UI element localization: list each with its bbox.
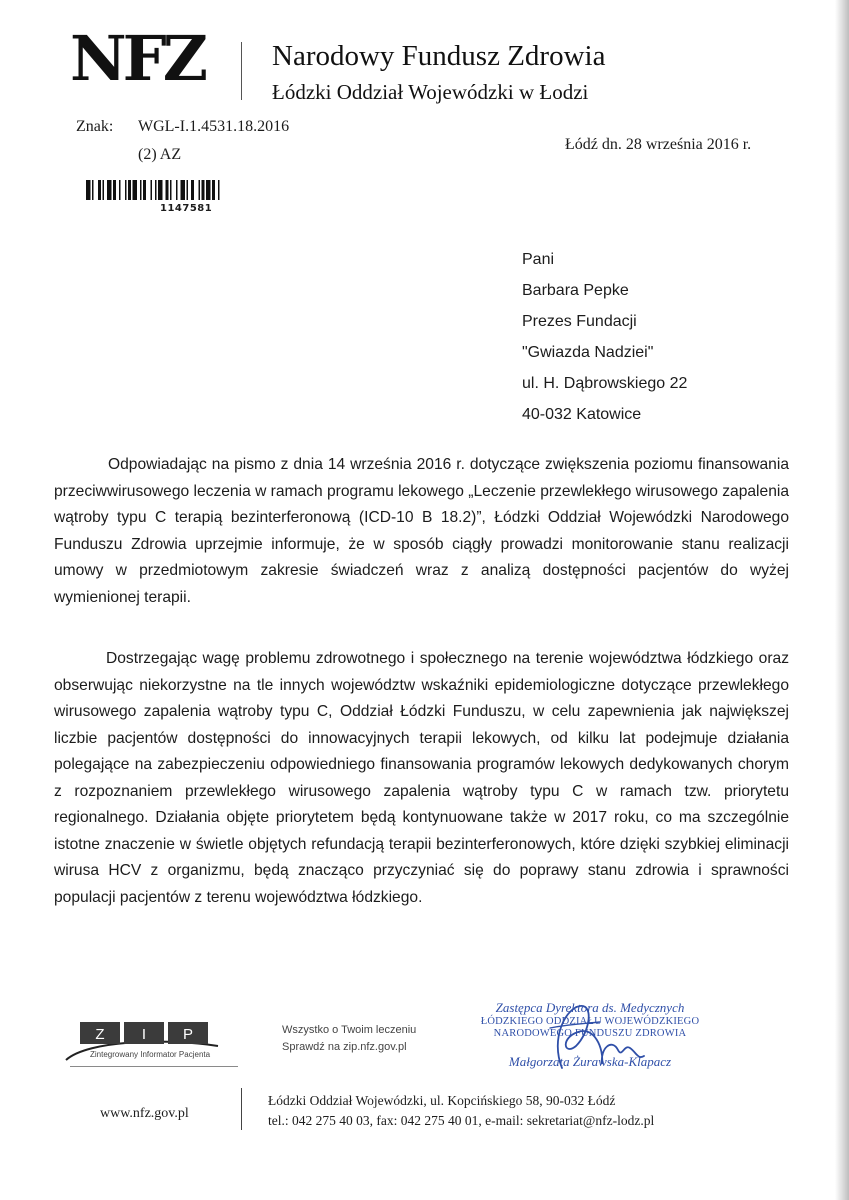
handwritten-signature (520, 998, 670, 1078)
stamp-line-1: Zastępca Dyrektora ds. Medycznych (495, 1000, 685, 1015)
footer-rule (70, 1066, 238, 1067)
stamp-line-2: ŁÓDZKIEGO ODDZIAŁU WOJEWÓDZKIEGO (480, 1016, 700, 1027)
nfz-logo: NFZ (70, 22, 204, 95)
stamp-name: Małgorzata Żurawska-Klapacz (508, 1054, 672, 1069)
barcode (86, 180, 311, 200)
barcode-number: 1147581 (160, 203, 213, 214)
footer-contact: tel.: 042 275 40 03, fax: 042 275 40 01, e-mail: sekretariat@nfz-lodz.pl (268, 1113, 655, 1128)
reference-code-line2: (2) AZ (138, 146, 182, 163)
scan-edge-shadow (835, 0, 849, 1200)
footer-divider (241, 1088, 242, 1130)
zip-letter-i: I (141, 1026, 147, 1043)
zip-tagline: Zintegrowany Informator Pacjenta (90, 1050, 211, 1059)
recipient-organization: "Gwiazda Nadziei" (522, 344, 654, 361)
reference-label: Znak: (76, 118, 114, 135)
letter-date: Łódź dn. 28 września 2016 r. (565, 136, 752, 153)
stamp-line-3: NARODOWEGO FUNDUSZU ZDROWIA (493, 1028, 687, 1039)
zip-line-2: Sprawdź na zip.nfz.gov.pl (282, 1041, 407, 1053)
reference-code: WGL-I.1.4531.18.2016 (138, 118, 290, 135)
body-paragraph-2: Dostrzegając wagę problemu zdrowotnego i społecznego na terenie województwa łódzkiego oraz obserwując niekorzystne na tle innych województw wskaźniki epidemiologiczne dotyczące przewlekłego wirusowego zapalenia wątroby typu C, Oddział Łódzki Funduszu, w celu zapewnienia jak największej liczbie pacjentów dostępności do innowacyjnych terapii lekowych, od kilku lat podejmuje działania polegające na zabezpieczeniu odpowiedniego finansowania programów lekowych dedykowanych chorym z rozpoznaniem przewlekłego wirusowego zapalenia wątroby typu C w ramach tzw. priorytetu regionalnego. Działania objęte priorytetem będą kontynuowane także w 2017 roku, co ma szczególnie istotne znaczenie w świetle objętych refundacją terapii bezinterferonowych, które dzięki szybkiej eliminacji wirusa HCV z organizmu, będą znacząco przyczyniać się do poprawy stanu zdrowia i sprawności populacji pacjentów z terenu województwa łódzkiego. (54, 650, 789, 906)
recipient-street: ul. H. Dąbrowskiego 22 (522, 375, 688, 392)
recipient-city: 40-032 Katowice (522, 406, 642, 423)
footer-address: Łódzki Oddział Wojewódzki, ul. Kopcińskiego 58, 90-032 Łódź (268, 1093, 616, 1108)
zip-letter-p: P (182, 1026, 194, 1043)
zip-letter-z: Z (95, 1026, 105, 1043)
zip-line-1: Wszystko o Twoim leczeniu (282, 1024, 417, 1036)
recipient-name: Barbara Pepke (522, 282, 629, 299)
org-name: Narodowy Fundusz Zdrowia (272, 40, 606, 72)
header-divider (241, 42, 242, 100)
body-paragraph-1: Odpowiadając na pismo z dnia 14 września 2016 r. dotyczące zwiększenia poziomu finansowania przeciwwirusowego leczenia w ramach programu lekowego „Leczenie przewlekłego wirusowego zapalenia wątroby typu C terapią bezinterferonową (ICD-10 B 18.2)”, Łódzki Oddział Wojewódzki Narodowego Funduszu Zdrowia uprzejmie informuje, że w sposób ciągły prowadzi monitorowanie stanu realizacji umowy w przedmiotowym zakresie świadczeń wraz z analizą dostępności pacjentów do wyżej wymienionej terapii. (54, 456, 790, 606)
recipient-address (522, 244, 687, 430)
org-branch: Łódzki Oddział Wojewódzki w Łodzi (272, 80, 589, 104)
website-link[interactable]: www.nfz.gov.pl (100, 1106, 189, 1121)
recipient-salutation: Pani (522, 251, 555, 268)
recipient-title: Prezes Fundacji (522, 313, 637, 330)
